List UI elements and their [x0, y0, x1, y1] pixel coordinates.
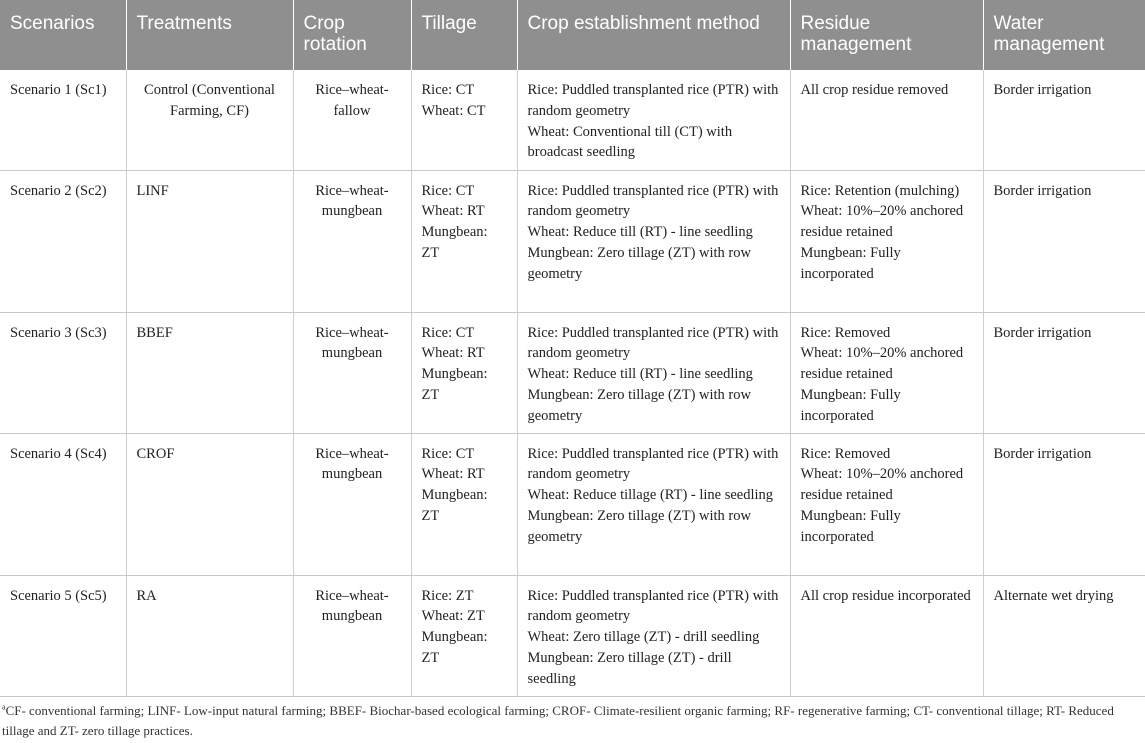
header-scenarios: Scenarios — [0, 0, 126, 70]
water-cell: Alternate wet drying — [983, 575, 1145, 696]
rotation-cell: Rice–wheat-fallow — [293, 70, 411, 170]
table-row — [0, 575, 1145, 696]
establishment-cell: Rice: Puddled transplanted rice (PTR) with random geometry Wheat: Reduce till (RT) - line seedling Mungbean: Zero tillage (ZT) with row geometry — [517, 312, 790, 433]
treatment-cell: LINF — [126, 170, 293, 312]
residue-cell: Rice: Removed Wheat: 10%–20% anchored residue retained Mungbean: Fully incorporated — [790, 312, 983, 433]
water-cell: Border irrigation — [983, 433, 1145, 575]
rotation-cell: Rice–wheat-mungbean — [293, 170, 411, 312]
residue-cell: All crop residue incorporated — [790, 575, 983, 696]
tillage-cell: Rice: ZT Wheat: ZT Mungbean: ZT — [411, 575, 517, 696]
rotation-cell: Rice–wheat-mungbean — [293, 312, 411, 433]
treatment-cell: RA — [126, 575, 293, 696]
tillage-cell: Rice: CT Wheat: CT — [411, 70, 517, 170]
header-tillage: Tillage — [411, 0, 517, 70]
header-residue-management: Residue management — [790, 0, 983, 70]
scenario-cell: Scenario 1 (Sc1) — [0, 70, 126, 170]
rotation-cell: Rice–wheat-mungbean — [293, 575, 411, 696]
table-footnote — [0, 697, 1145, 741]
header-crop-rotation: Crop rotation — [293, 0, 411, 70]
scenario-cell: Scenario 2 (Sc2) — [0, 170, 126, 312]
table-header-row — [0, 0, 1145, 70]
table-row — [0, 433, 1145, 575]
water-cell: Border irrigation — [983, 170, 1145, 312]
establishment-cell: Rice: Puddled transplanted rice (PTR) with random geometry Wheat: Conventional till (CT) with broadcast seedling — [517, 70, 790, 170]
header-crop-establishment: Crop establishment method — [517, 0, 790, 70]
treatment-cell: Control (Conventional Farming, CF) — [126, 70, 293, 170]
establishment-cell: Rice: Puddled transplanted rice (PTR) with random geometry Wheat: Reduce tillage (RT) - line seedling Mungbean: Zero tillage (ZT) with row geometry — [517, 433, 790, 575]
table-row — [0, 70, 1145, 170]
table-row — [0, 312, 1145, 433]
tillage-cell: Rice: CT Wheat: RT Mungbean: ZT — [411, 433, 517, 575]
footnote-text: CF- conventional farming; LINF- Low-input natural farming; BBEF- Biochar-based ecological farming; CROF- Climate-resilient organic farming; RF- regenerative farming; CT- conventional tillage; RT- Reduced tillage and ZT- zero tillage practices. — [2, 702, 1114, 738]
residue-cell: Rice: Retention (mulching) Wheat: 10%–20% anchored residue retained Mungbean: Fully incorporated — [790, 170, 983, 312]
scenario-cell: Scenario 3 (Sc3) — [0, 312, 126, 433]
header-water-management: Water management — [983, 0, 1145, 70]
residue-cell: All crop residue removed — [790, 70, 983, 170]
establishment-cell: Rice: Puddled transplanted rice (PTR) with random geometry Wheat: Reduce till (RT) - line seedling Mungbean: Zero tillage (ZT) with row geometry — [517, 170, 790, 312]
treatment-cell: CROF — [126, 433, 293, 575]
establishment-cell: Rice: Puddled transplanted rice (PTR) with random geometry Wheat: Zero tillage (ZT) - drill seedling Mungbean: Zero tillage (ZT) - drill seedling — [517, 575, 790, 696]
water-cell: Border irrigation — [983, 312, 1145, 433]
table-row — [0, 170, 1145, 312]
water-cell: Border irrigation — [983, 70, 1145, 170]
residue-cell: Rice: Removed Wheat: 10%–20% anchored residue retained Mungbean: Fully incorporated — [790, 433, 983, 575]
scenario-cell: Scenario 4 (Sc4) — [0, 433, 126, 575]
footnote-marker: a — [2, 702, 6, 712]
tillage-cell: Rice: CT Wheat: RT Mungbean: ZT — [411, 170, 517, 312]
rotation-cell: Rice–wheat-mungbean — [293, 433, 411, 575]
header-treatments: Treatments — [126, 0, 293, 70]
scenario-cell: Scenario 5 (Sc5) — [0, 575, 126, 696]
treatment-cell: BBEF — [126, 312, 293, 433]
tillage-cell: Rice: CT Wheat: RT Mungbean: ZT — [411, 312, 517, 433]
